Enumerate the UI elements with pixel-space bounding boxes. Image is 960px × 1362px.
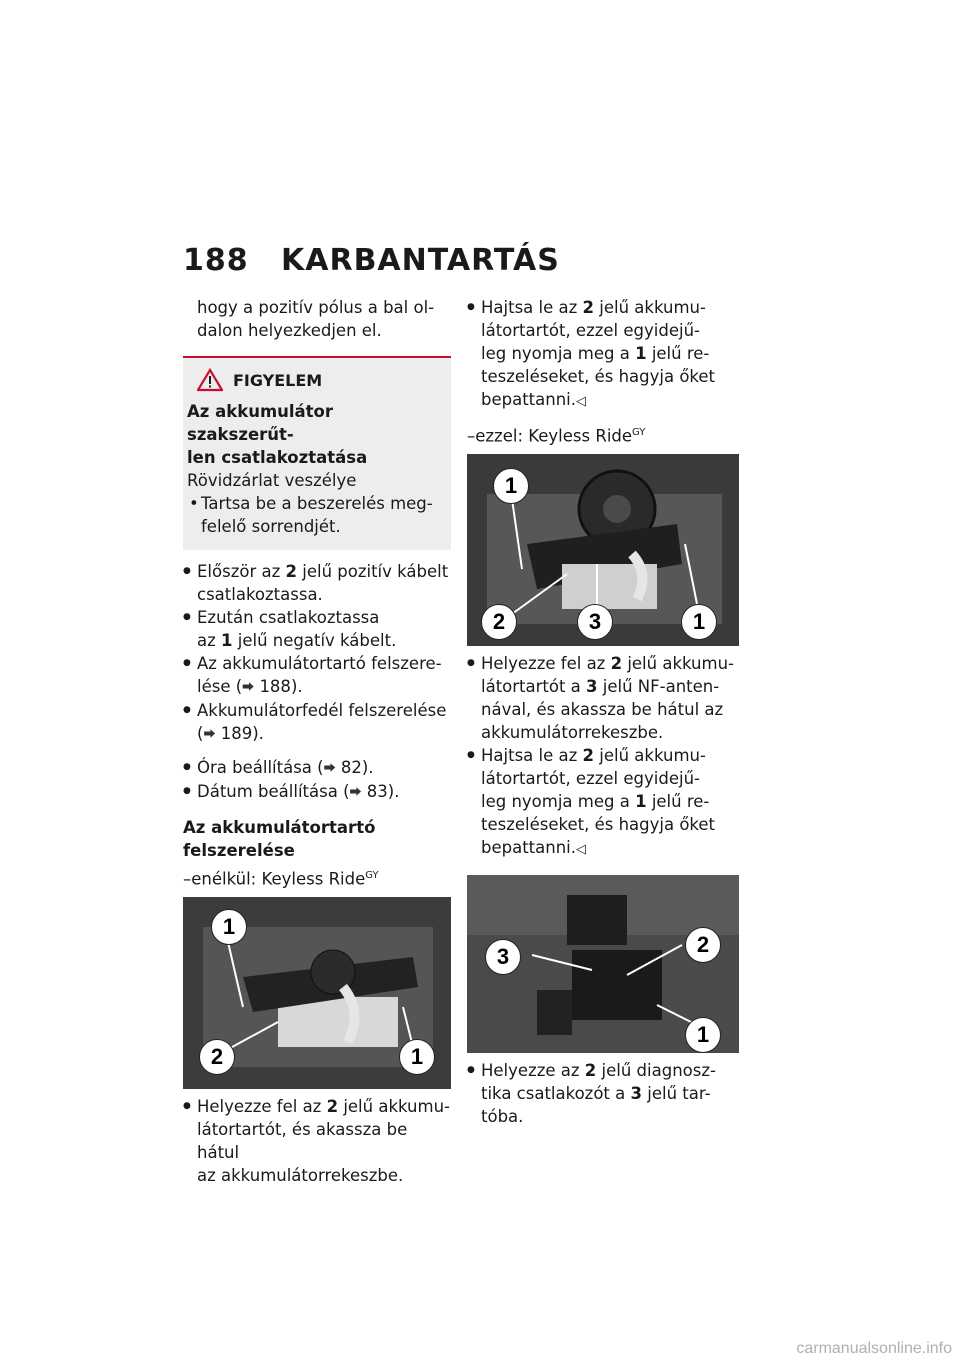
page-number: 188 bbox=[183, 243, 249, 278]
page-ref-arrow-icon: ⮕ bbox=[349, 785, 362, 799]
step-item-cont: látortartót, ezzel egyidejű- bbox=[481, 321, 700, 340]
figure-callout: 1 bbox=[685, 1017, 721, 1053]
step-item-cont: akkumulátorrekeszbe. bbox=[481, 722, 664, 742]
step-item: ● Az akkumulátortartó felszere- bbox=[183, 652, 451, 675]
variant-label: –ezzel: Keyless Ride$^{GY}$ bbox=[467, 426, 646, 446]
figure-callout: 1 bbox=[493, 468, 529, 504]
section-heading: Az akkumulátortartó bbox=[183, 818, 376, 837]
variant-label: –enélkül: Keyless Ride$^{GY}$ bbox=[183, 869, 379, 889]
figure-callout: 2 bbox=[481, 604, 517, 640]
page-ref-link[interactable]: 82 bbox=[340, 758, 362, 777]
figure-callout: 2 bbox=[685, 927, 721, 963]
step-item: ● Először az 2 jelű pozitív kábelt bbox=[183, 560, 451, 583]
page-header bbox=[183, 243, 560, 278]
end-mark-icon: ◁ bbox=[576, 841, 587, 857]
step-item-cont: bepattanni.◁ bbox=[481, 837, 587, 857]
page-ref-link[interactable]: 83 bbox=[366, 782, 388, 801]
page-ref-link[interactable]: 188 bbox=[259, 677, 291, 696]
step-item: ● Helyezze az 2 jelű diagnosz- bbox=[467, 1059, 739, 1082]
step-item-cont: (⮕ 189). bbox=[183, 722, 451, 746]
page-ref-arrow-icon: ⮕ bbox=[323, 761, 336, 775]
step-item: ● Hajtsa le az 2 jelű akkumu- bbox=[467, 744, 739, 767]
figure-callout: 3 bbox=[577, 604, 613, 640]
diagnosis-connector-figure bbox=[467, 875, 739, 1053]
figure-callout: 1 bbox=[681, 604, 717, 640]
figure-callout: 1 bbox=[399, 1039, 435, 1075]
intro-line: hogy a pozitív pólus a bal ol- bbox=[197, 298, 435, 317]
figure-callout: 1 bbox=[211, 909, 247, 945]
section-heading: felszerelése bbox=[183, 841, 295, 860]
step-item-cont: nával, és akassza be hátul az bbox=[481, 699, 724, 719]
warning-triangle-icon bbox=[197, 368, 223, 392]
warning-label: FIGYELEM bbox=[233, 370, 323, 390]
step-item-cont: látortartót, és akassza be hátul bbox=[197, 1119, 408, 1162]
step-item-cont: leg nyomja meg a 1 jelű re- bbox=[481, 344, 710, 363]
step-item-cont: leg nyomja meg a 1 jelű re- bbox=[481, 791, 710, 811]
step-item-cont: teszeléseket, és hagyja őket bbox=[481, 814, 716, 834]
step-item: ● Óra beállítása (⮕ 82). bbox=[183, 756, 451, 780]
step-item-cont: csatlakoztassa. bbox=[197, 585, 323, 604]
step-item: ● Hajtsa le az 2 jelű akkumu- bbox=[467, 296, 739, 319]
step-item-cont: az 1 jelű negatív kábelt. bbox=[197, 631, 397, 650]
watermark: carmanualsonline.info bbox=[796, 1340, 952, 1357]
page-ref-link[interactable]: 189 bbox=[220, 724, 253, 743]
warning-text: Rövidzárlat veszélye bbox=[187, 471, 357, 490]
step-item-cont: teszeléseket, és hagyja őket bbox=[481, 367, 716, 386]
figure-callout: 2 bbox=[199, 1039, 235, 1075]
step-item: ● Helyezze fel az 2 jelű akkumu- bbox=[183, 1095, 451, 1118]
step-item-cont: tika csatlakozót a 3 jelű tar- bbox=[481, 1083, 711, 1103]
page-ref-arrow-icon: ⮕ bbox=[203, 727, 216, 741]
nf-antenna-figure bbox=[467, 454, 739, 646]
battery-holder-figure bbox=[183, 897, 451, 1089]
warning-bullet: • Tartsa be a beszerelés meg- bbox=[187, 492, 443, 515]
intro-line: dalon helyezkedjen el. bbox=[197, 321, 382, 340]
warning-subtitle: Az akkumulátor szakszerűt- bbox=[187, 402, 334, 444]
step-item: ● Dátum beállítása (⮕ 83). bbox=[183, 780, 451, 804]
end-mark-icon: ◁ bbox=[576, 394, 587, 409]
step-item-cont: lése (⮕ 188). bbox=[183, 675, 451, 699]
warning-title bbox=[197, 368, 443, 392]
step-item-cont: látortartót a 3 jelű NF-anten- bbox=[481, 676, 720, 696]
warning-bullet-cont: felelő sorrendjét. bbox=[201, 517, 341, 536]
step-item: ● Ezután csatlakoztassa bbox=[183, 606, 451, 629]
step-item-cont: tóba. bbox=[481, 1106, 524, 1126]
step-item-cont: látortartót, ezzel egyidejű- bbox=[481, 768, 700, 788]
step-item: ● Helyezze fel az 2 jelű akkumu- bbox=[467, 652, 739, 675]
right-column bbox=[467, 296, 739, 1128]
step-item-cont: bepattanni.◁ bbox=[481, 390, 587, 409]
page-ref-arrow-icon: ⮕ bbox=[242, 680, 255, 694]
warning-subtitle: len csatlakoztatása bbox=[187, 448, 368, 467]
figure-callout: 3 bbox=[485, 939, 521, 975]
left-column bbox=[183, 296, 451, 1187]
warning-box bbox=[183, 356, 451, 550]
step-item: ● Akkumulátorfedél felszerelése bbox=[183, 699, 451, 722]
chapter-title: KARBANTARTÁS bbox=[281, 243, 560, 278]
step-item-cont: az akkumulátorrekeszbe. bbox=[197, 1165, 404, 1185]
